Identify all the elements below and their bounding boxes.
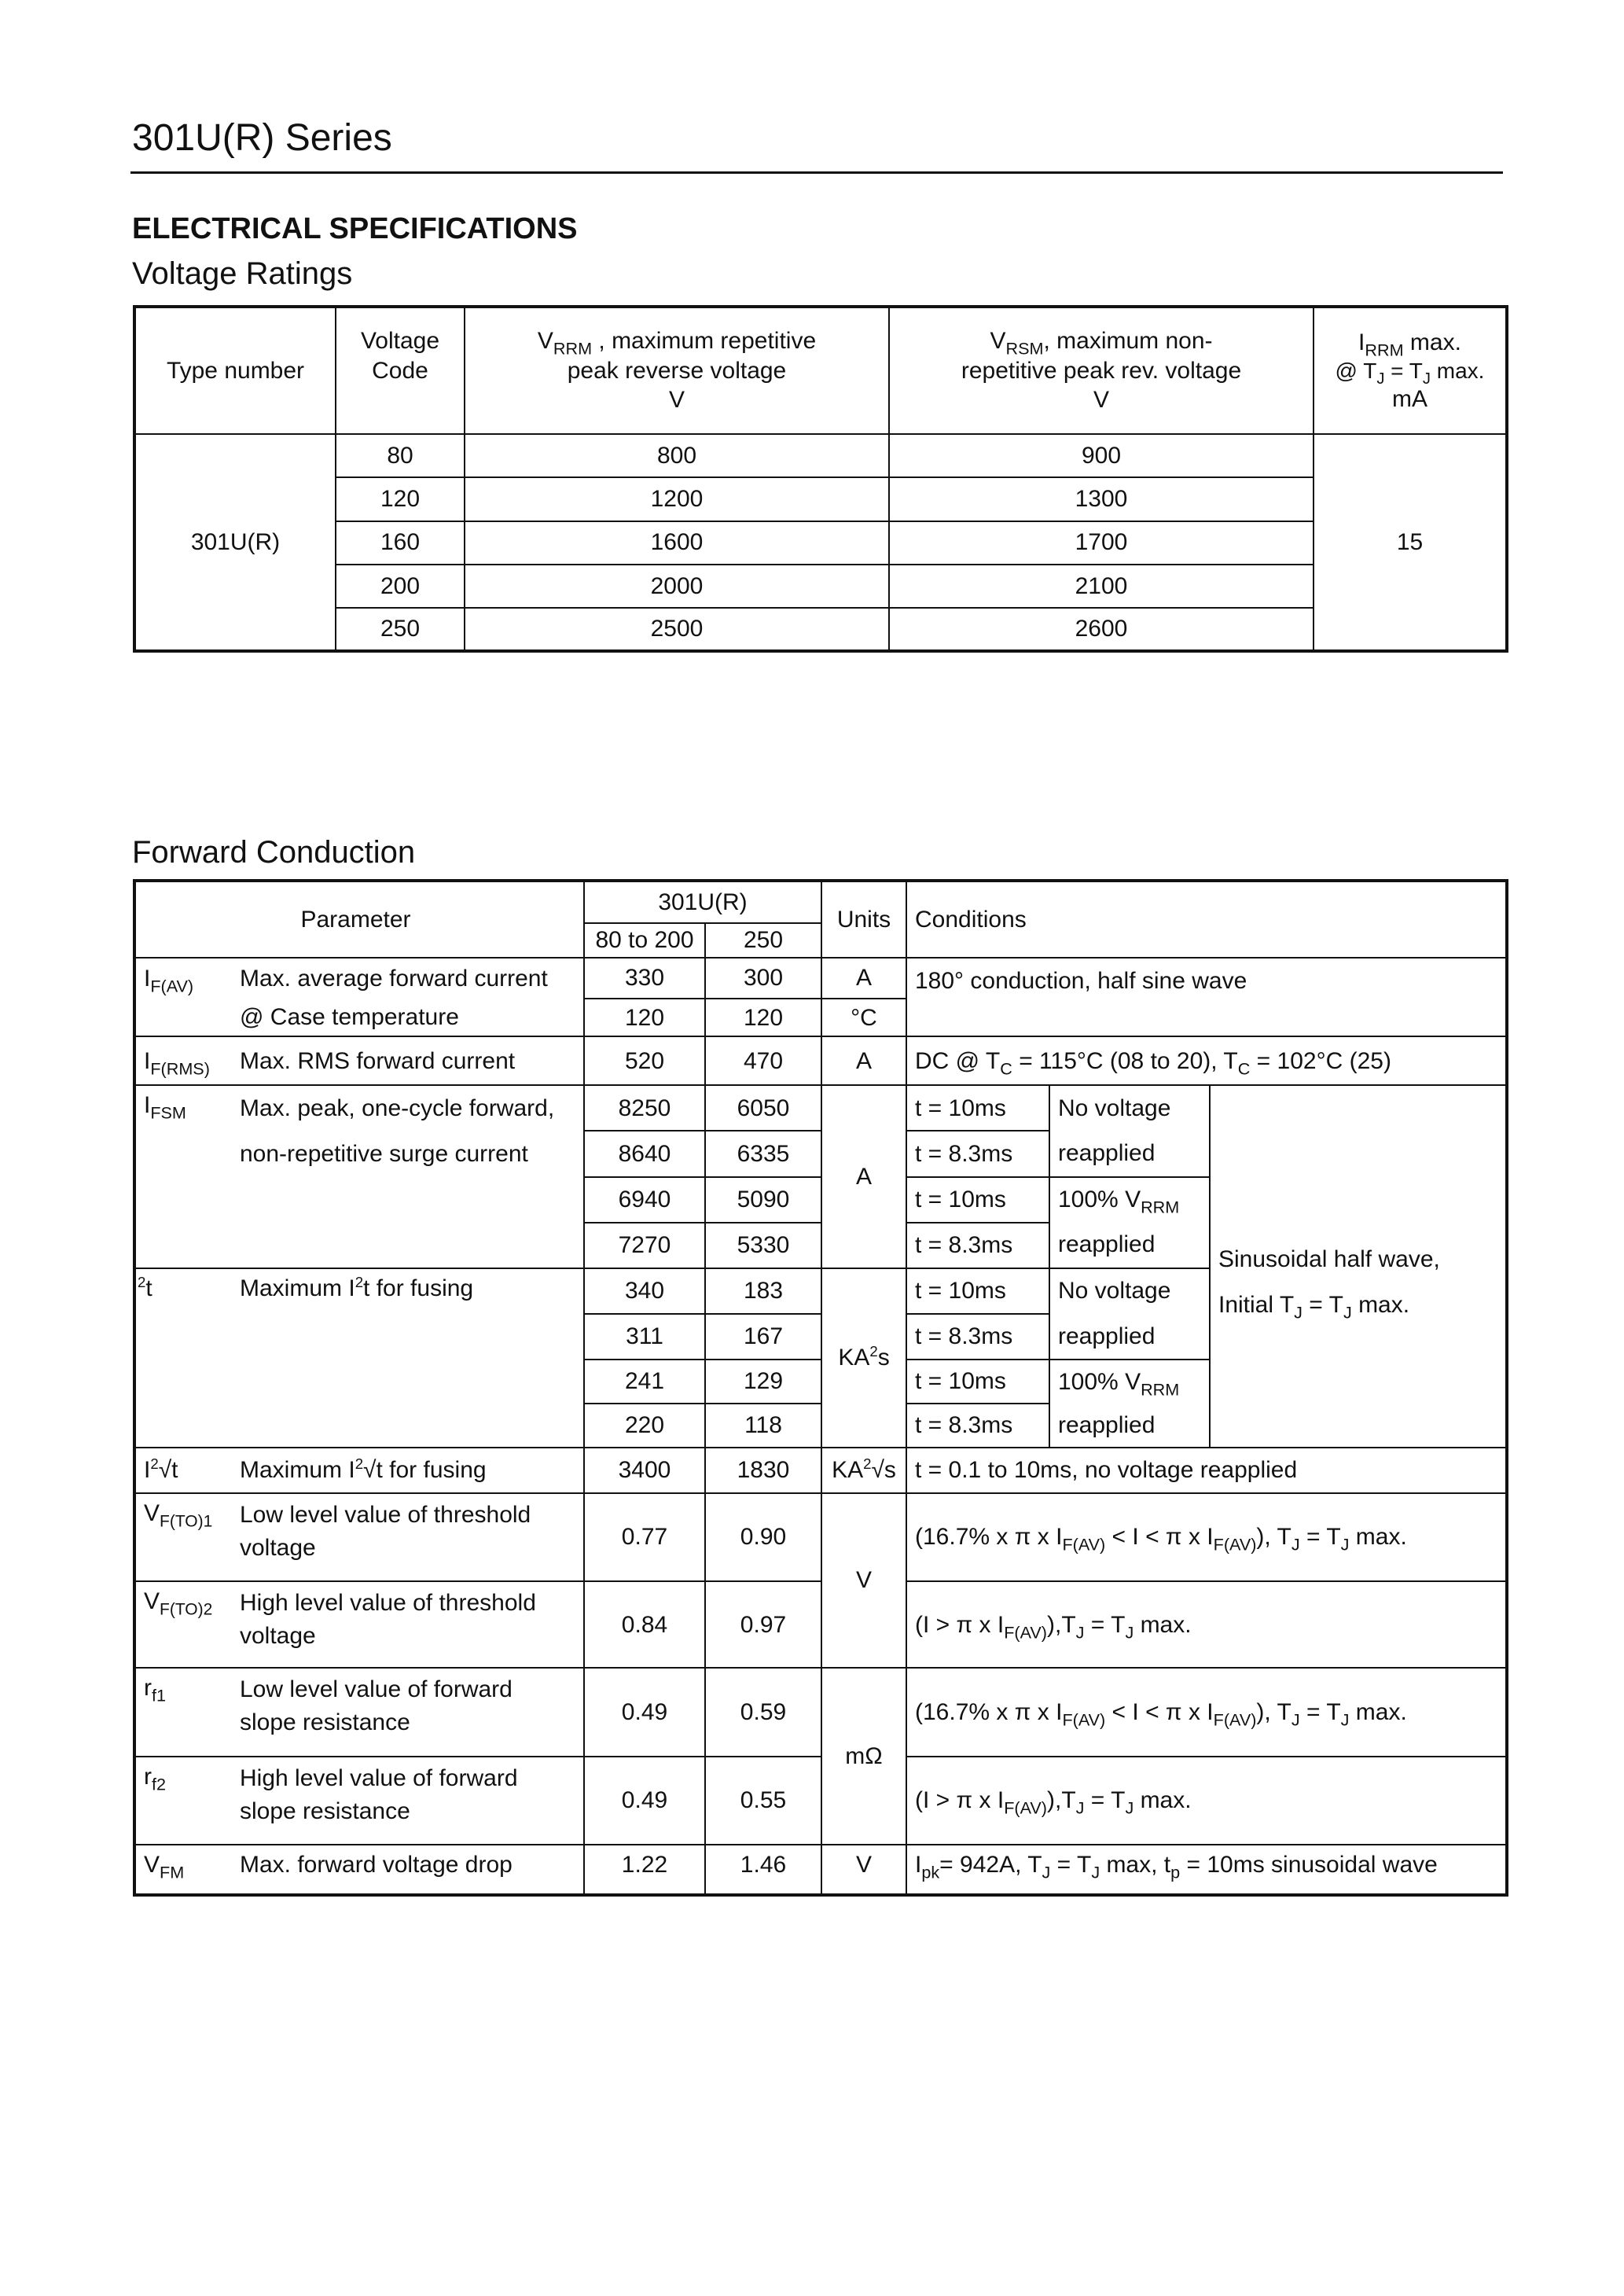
time-cell: t = 8.3ms bbox=[906, 1314, 1049, 1360]
time-cell: t = 8.3ms bbox=[906, 1404, 1049, 1448]
value-cell: 0.59 bbox=[705, 1668, 821, 1756]
voltage-code-cell: 250 bbox=[336, 608, 465, 651]
forward-conduction-heading: Forward Conduction bbox=[132, 835, 416, 870]
table-row bbox=[134, 477, 1507, 521]
value-cell: 5090 bbox=[705, 1177, 821, 1223]
table-row bbox=[134, 1493, 1507, 1581]
table-header-row bbox=[134, 307, 1507, 434]
col-parameter: Parameter bbox=[134, 881, 584, 958]
col-device: 301U(R) bbox=[584, 881, 821, 923]
table-row bbox=[134, 1085, 1507, 1131]
table-row bbox=[134, 608, 1507, 651]
unit-cell: $KA^2√s$ bbox=[821, 1448, 906, 1493]
reapply-cell: 100% $V_{RRM}$ bbox=[1049, 1360, 1210, 1404]
unit-cell: °C bbox=[821, 999, 906, 1036]
param-desc: Low level value of forward slope resistance bbox=[232, 1668, 584, 1756]
reapply-cell: No voltage bbox=[1049, 1085, 1210, 1131]
vrrm-cell: 1600 bbox=[465, 521, 889, 565]
param-desc: Maximum $I^2t$ for fusing bbox=[232, 1268, 584, 1448]
col-range-250: 250 bbox=[705, 923, 821, 958]
value-cell: 120 bbox=[584, 999, 705, 1036]
table-row bbox=[134, 521, 1507, 565]
symbol-vfm: $V_{FM}$ bbox=[134, 1845, 232, 1895]
value-cell: 120 bbox=[705, 999, 821, 1036]
voltage-code-cell: 200 bbox=[336, 565, 465, 608]
voltage-ratings-heading: Voltage Ratings bbox=[132, 256, 353, 291]
col-units: Units bbox=[821, 881, 906, 958]
value-cell: 5330 bbox=[705, 1223, 821, 1268]
param-desc: Maximum $I^2√t$ for fusing bbox=[232, 1448, 584, 1493]
value-cell: 241 bbox=[584, 1360, 705, 1404]
vrrm-cell: 1200 bbox=[465, 477, 889, 521]
symbol-ifrms: $I_{F(RMS)}$ bbox=[134, 1036, 232, 1085]
unit-cell: V bbox=[821, 1493, 906, 1668]
voltage-code-cell: 160 bbox=[336, 521, 465, 565]
table-row bbox=[134, 1845, 1507, 1895]
param-desc: Low level value of threshold voltage bbox=[232, 1493, 584, 1581]
value-cell: 0.49 bbox=[584, 1757, 705, 1845]
voltage-code-cell: 80 bbox=[336, 434, 465, 477]
reapply-cell: 100% $V_{RRM}$ bbox=[1049, 1177, 1210, 1223]
value-cell: 6050 bbox=[705, 1085, 821, 1131]
param-desc: Max. RMS forward current bbox=[232, 1036, 584, 1085]
col-type-number: Type number bbox=[134, 307, 336, 434]
vrsm-cell: 2100 bbox=[889, 565, 1314, 608]
vrrm-cell: 2000 bbox=[465, 565, 889, 608]
value-cell: 1.22 bbox=[584, 1845, 705, 1895]
time-cell: t = 10ms bbox=[906, 1177, 1049, 1223]
value-cell: 118 bbox=[705, 1404, 821, 1448]
unit-cell: $KA^2s$ bbox=[821, 1268, 906, 1448]
condition-cell: (I > π x $I_{F(AV)}),T_J = T_J$ max. bbox=[906, 1581, 1507, 1668]
unit-cell: A bbox=[821, 1085, 906, 1268]
condition-cell: (16.7% x π x $I_{F(AV)} < I < \pi$ x $I_{F(AV)}$), $T_J = T_J$ max. bbox=[906, 1668, 1507, 1756]
unit-cell: A bbox=[821, 958, 906, 999]
voltage-ratings-table bbox=[133, 305, 1508, 653]
time-cell: t = 10ms bbox=[906, 1268, 1049, 1314]
symbol-blank bbox=[134, 999, 232, 1036]
table-row bbox=[134, 1581, 1507, 1668]
value-cell: 7270 bbox=[584, 1223, 705, 1268]
value-cell: 0.90 bbox=[705, 1493, 821, 1581]
value-cell: 311 bbox=[584, 1314, 705, 1360]
time-cell: t = 10ms bbox=[906, 1360, 1049, 1404]
value-cell: 6940 bbox=[584, 1177, 705, 1223]
symbol-ifav: $I_{F(AV)}$ bbox=[134, 958, 232, 999]
value-cell: 0.49 bbox=[584, 1668, 705, 1756]
param-desc: Max. forward voltage drop bbox=[232, 1845, 584, 1895]
surge-condition-cell: Sinusoidal half wave, Initial $T_J = T_J$ max. bbox=[1210, 1085, 1507, 1448]
value-cell: 0.97 bbox=[705, 1581, 821, 1668]
col-vrrm: $V_{RRM}$ , maximum repetitive peak reverse voltage V bbox=[465, 307, 889, 434]
time-cell: t = 10ms bbox=[906, 1085, 1049, 1131]
condition-cell: t = 0.1 to 10ms, no voltage reapplied bbox=[906, 1448, 1507, 1493]
symbol-ifsm: $I_{FSM}$ bbox=[134, 1085, 232, 1268]
reapply-cell: No voltage bbox=[1049, 1268, 1210, 1314]
value-cell: 1.46 bbox=[705, 1845, 821, 1895]
table-row bbox=[134, 1036, 1507, 1085]
param-desc: High level value of forward slope resistance bbox=[232, 1757, 584, 1845]
value-cell: 3400 bbox=[584, 1448, 705, 1493]
section-title: ELECTRICAL SPECIFICATIONS bbox=[132, 212, 578, 245]
irrm-cell: 15 bbox=[1314, 434, 1507, 651]
col-conditions: Conditions bbox=[906, 881, 1507, 958]
value-cell: 6335 bbox=[705, 1131, 821, 1176]
vrsm-cell: 900 bbox=[889, 434, 1314, 477]
reapply-cell: reapplied bbox=[1049, 1404, 1210, 1448]
time-cell: t = 8.3ms bbox=[906, 1223, 1049, 1268]
col-voltage-code: Voltage Code bbox=[336, 307, 465, 434]
param-desc: @ Case temperature bbox=[232, 999, 584, 1036]
vrrm-cell: 800 bbox=[465, 434, 889, 477]
forward-conduction-table bbox=[133, 879, 1508, 1897]
reapply-cell: reapplied bbox=[1049, 1223, 1210, 1268]
unit-cell: V bbox=[821, 1845, 906, 1895]
reapply-cell: reapplied bbox=[1049, 1131, 1210, 1176]
condition-cell: DC @ $T_C = 115^\circ C$ (08 to 20), $T_C = 102^\circ C$ (25) bbox=[906, 1036, 1507, 1085]
value-cell: 220 bbox=[584, 1404, 705, 1448]
table-row bbox=[134, 1668, 1507, 1756]
table-row bbox=[134, 565, 1507, 608]
table-row bbox=[134, 958, 1507, 999]
value-cell: 0.55 bbox=[705, 1757, 821, 1845]
value-cell: 470 bbox=[705, 1036, 821, 1085]
symbol-rf1: $r_{f1}$ bbox=[134, 1668, 232, 1756]
col-range-80-200: 80 to 200 bbox=[584, 923, 705, 958]
col-irrm: $I_{RRM}$ max. @ $T_J = T_J$ max. mA bbox=[1314, 307, 1507, 434]
vrrm-cell: 2500 bbox=[465, 608, 889, 651]
condition-cell: 180° conduction, half sine wave bbox=[906, 958, 1507, 1036]
symbol-i2t: $^2$t bbox=[134, 1268, 232, 1448]
symbol-i2rt: $I^2√t$ bbox=[134, 1448, 232, 1493]
table-row bbox=[134, 434, 1507, 477]
symbol-vfto2: $V_{F(TO)2}$ bbox=[134, 1581, 232, 1668]
value-cell: 167 bbox=[705, 1314, 821, 1360]
table-header-row bbox=[134, 881, 1507, 923]
title-rule bbox=[130, 171, 1503, 174]
value-cell: 8640 bbox=[584, 1131, 705, 1176]
symbol-rf2: $r_{f2}$ bbox=[134, 1757, 232, 1845]
vrsm-cell: 2600 bbox=[889, 608, 1314, 651]
value-cell: 300 bbox=[705, 958, 821, 999]
value-cell: 8250 bbox=[584, 1085, 705, 1131]
value-cell: 0.84 bbox=[584, 1581, 705, 1668]
condition-cell: (16.7% x π x $I_{F(AV)} < I < \pi$ x $I_{F(AV)}$), $T_J = T_J$ max. bbox=[906, 1493, 1507, 1581]
symbol-vfto1: $V_{F(TO)1}$ bbox=[134, 1493, 232, 1581]
unit-cell: A bbox=[821, 1036, 906, 1085]
value-cell: 0.77 bbox=[584, 1493, 705, 1581]
table-row bbox=[134, 1448, 1507, 1493]
series-title: 301U(R) Series bbox=[132, 117, 392, 159]
value-cell: 129 bbox=[705, 1360, 821, 1404]
unit-cell: mΩ bbox=[821, 1668, 906, 1844]
param-desc: Max. peak, one-cycle forward, non-repetitive surge current bbox=[232, 1085, 584, 1268]
condition-cell: $I_{pk}= 942A$, $T_J = T_J$ max, $t_p = 10ms$ sinusoidal wave bbox=[906, 1845, 1507, 1895]
voltage-code-cell: 120 bbox=[336, 477, 465, 521]
value-cell: 330 bbox=[584, 958, 705, 999]
param-desc: High level value of threshold voltage bbox=[232, 1581, 584, 1668]
value-cell: 520 bbox=[584, 1036, 705, 1085]
col-vrsm: $V_{RSM}$, maximum non- repetitive peak rev. voltage V bbox=[889, 307, 1314, 434]
table-row bbox=[134, 1757, 1507, 1845]
value-cell: 1830 bbox=[705, 1448, 821, 1493]
time-cell: t = 8.3ms bbox=[906, 1131, 1049, 1176]
type-number-cell: 301U(R) bbox=[134, 434, 336, 651]
condition-cell: (I > π x $I_{F(AV)}),T_J = T_J$ max. bbox=[906, 1757, 1507, 1845]
value-cell: 340 bbox=[584, 1268, 705, 1314]
vrsm-cell: 1700 bbox=[889, 521, 1314, 565]
reapply-cell: reapplied bbox=[1049, 1314, 1210, 1360]
vrsm-cell: 1300 bbox=[889, 477, 1314, 521]
value-cell: 183 bbox=[705, 1268, 821, 1314]
param-desc: Max. average forward current bbox=[232, 958, 584, 999]
